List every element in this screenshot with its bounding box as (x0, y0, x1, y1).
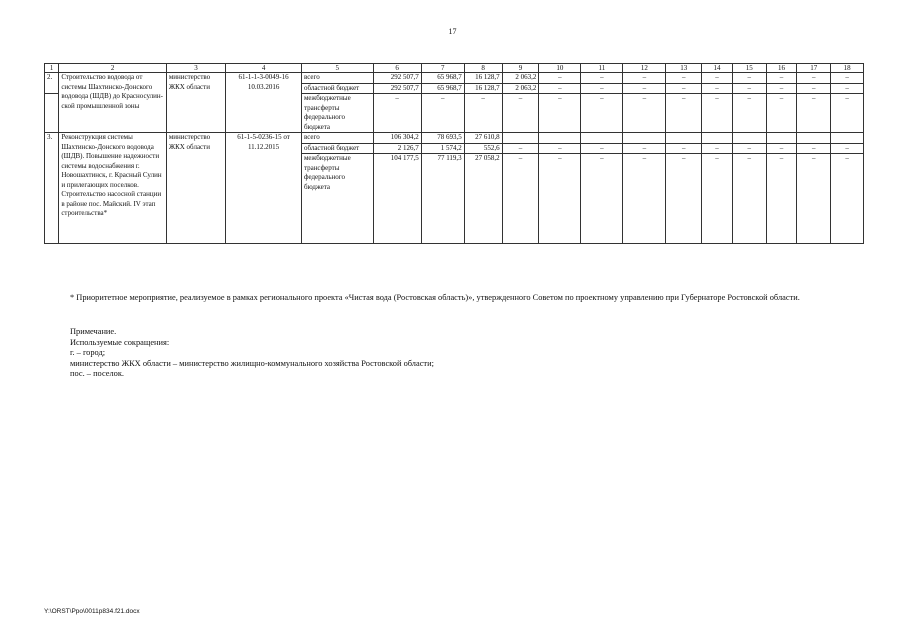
funding-source: областной бюджет (301, 83, 373, 94)
funding-source: всего (301, 73, 373, 84)
project-name: Строительство водовода от системы Шахтинско-Донского водовода (ШДВ) до Красносулин-ской промышленной зоны (59, 73, 166, 133)
value-cell (831, 133, 864, 144)
value-cell: – (464, 94, 502, 133)
value-cell: – (581, 143, 623, 154)
project-name: Реконструкция системы Шахтинско-Донского водовода (ШДВ). Повышение надежности системы водоснабжения г. Новошахтинск, г. Красный Сулин и прилегающих поселков. Строительство насосной станции в районе пос. Майский. IV этап строительства* (59, 133, 166, 244)
value-cell: – (623, 143, 666, 154)
value-cell: – (623, 83, 666, 94)
table-row (45, 133, 864, 144)
value-cell: – (539, 154, 581, 244)
table-header-cell: 1 (45, 64, 59, 73)
value-cell: 2 063,2 (502, 83, 539, 94)
value-cell (539, 133, 581, 144)
value-cell: – (702, 154, 733, 244)
funding-source: областной бюджет (301, 143, 373, 154)
funding-source: межбюджетные трансферты федерального бюджета (301, 94, 373, 133)
value-cell: – (831, 73, 864, 84)
value-cell: – (581, 154, 623, 244)
value-cell: – (766, 94, 797, 133)
table-header-cell: 4 (226, 64, 302, 73)
project-code: 61-1-5-0236-15 от 11.12.2015 (226, 133, 302, 244)
value-cell: 27 058,2 (464, 154, 502, 244)
value-cell: – (797, 73, 831, 84)
value-cell: – (581, 73, 623, 84)
funding-source: межбюджетные трансферты федерального бюджета (301, 154, 373, 244)
empty-cell (45, 94, 59, 133)
footnote (60, 292, 860, 303)
value-cell: 292 507,7 (373, 83, 421, 94)
project-code: 61-1-1-3-0049-16 10.03.2016 (226, 73, 302, 133)
value-cell: – (581, 94, 623, 133)
value-cell: – (702, 143, 733, 154)
table-header-cell: 7 (421, 64, 464, 73)
value-cell: – (623, 73, 666, 84)
value-cell: – (666, 83, 702, 94)
note-item: г. – город; (70, 348, 106, 357)
value-cell: – (623, 94, 666, 133)
table-header-cell: 12 (623, 64, 666, 73)
value-cell: – (831, 154, 864, 244)
table-header-row (45, 64, 864, 73)
value-cell: – (766, 154, 797, 244)
file-path: Y:\ORST\Ppo\0011p834.f21.docx (44, 608, 140, 615)
value-cell (797, 133, 831, 144)
value-cell: 16 128,7 (464, 73, 502, 84)
value-cell: – (732, 154, 766, 244)
table-header-cell: 6 (373, 64, 421, 73)
table-header-cell: 2 (59, 64, 166, 73)
value-cell: 106 304,2 (373, 133, 421, 144)
value-cell (623, 133, 666, 144)
value-cell: 78 693,5 (421, 133, 464, 144)
value-cell (502, 133, 539, 144)
value-cell: – (831, 83, 864, 94)
project-executor: министерство ЖКХ области (166, 73, 225, 133)
value-cell: – (502, 94, 539, 133)
value-cell: – (766, 143, 797, 154)
table-header-cell: 13 (666, 64, 702, 73)
table-header-cell: 11 (581, 64, 623, 73)
table-header-cell: 5 (301, 64, 373, 73)
note-item: пос. – поселок. (70, 369, 125, 378)
value-cell: 2 126,7 (373, 143, 421, 154)
value-cell: 292 507,7 (373, 73, 421, 84)
value-cell: – (702, 94, 733, 133)
value-cell: – (831, 143, 864, 154)
value-cell: – (797, 154, 831, 244)
footnote-text: * Приоритетное мероприятие, реализуемое в рамках регионального проекта «Чистая вода (Ростовская область)», утвержденного Советом по проектному управлению при Губернаторе Ростовской области. (70, 293, 800, 302)
value-cell: – (539, 73, 581, 84)
value-cell: – (766, 83, 797, 94)
value-cell: 27 610,8 (464, 133, 502, 144)
value-cell: – (502, 143, 539, 154)
table-header-cell: 14 (702, 64, 733, 73)
project-number: 2. (45, 73, 59, 94)
value-cell: – (732, 83, 766, 94)
value-cell: 16 128,7 (464, 83, 502, 94)
value-cell: – (732, 73, 766, 84)
value-cell: – (666, 73, 702, 84)
table-header-cell: 3 (166, 64, 225, 73)
value-cell: – (666, 94, 702, 133)
value-cell: – (539, 94, 581, 133)
value-cell: 2 063,2 (502, 73, 539, 84)
value-cell: – (421, 94, 464, 133)
value-cell: – (797, 94, 831, 133)
table-header-cell: 16 (766, 64, 797, 73)
value-cell (702, 133, 733, 144)
table-header-cell: 8 (464, 64, 502, 73)
notes-subtitle: Используемые сокращения: (70, 337, 170, 347)
funding-table (44, 63, 864, 244)
project-executor: министерство ЖКХ области (166, 133, 225, 244)
table-header-cell: 15 (732, 64, 766, 73)
funding-source: всего (301, 133, 373, 144)
project-number: 3. (45, 133, 59, 244)
table-row (45, 73, 864, 84)
value-cell: – (373, 94, 421, 133)
value-cell: – (831, 94, 864, 133)
value-cell: – (732, 143, 766, 154)
value-cell: – (766, 73, 797, 84)
value-cell: 77 119,3 (421, 154, 464, 244)
value-cell: 65 968,7 (421, 83, 464, 94)
page-number: 17 (448, 27, 457, 36)
table-header-cell: 9 (502, 64, 539, 73)
value-cell: 552,6 (464, 143, 502, 154)
value-cell: – (702, 73, 733, 84)
value-cell: – (666, 154, 702, 244)
value-cell (766, 133, 797, 144)
notes-section (70, 327, 860, 380)
value-cell (666, 133, 702, 144)
value-cell: – (539, 83, 581, 94)
value-cell: 65 968,7 (421, 73, 464, 84)
value-cell: – (581, 83, 623, 94)
table-header-cell: 17 (797, 64, 831, 73)
value-cell: – (666, 143, 702, 154)
table-header-cell: 10 (539, 64, 581, 73)
value-cell: – (623, 154, 666, 244)
value-cell: – (732, 94, 766, 133)
value-cell: – (797, 143, 831, 154)
value-cell: – (797, 83, 831, 94)
value-cell (732, 133, 766, 144)
value-cell (581, 133, 623, 144)
value-cell: 1 574,2 (421, 143, 464, 154)
table-header-cell: 18 (831, 64, 864, 73)
note-item: министерство ЖКХ области – министерство жилищно-коммунального хозяйства Ростовской области; (70, 358, 434, 368)
value-cell: – (539, 143, 581, 154)
notes-title: Примечание. (70, 327, 117, 336)
value-cell: – (702, 83, 733, 94)
value-cell: – (502, 154, 539, 244)
value-cell: 104 177,5 (373, 154, 421, 244)
